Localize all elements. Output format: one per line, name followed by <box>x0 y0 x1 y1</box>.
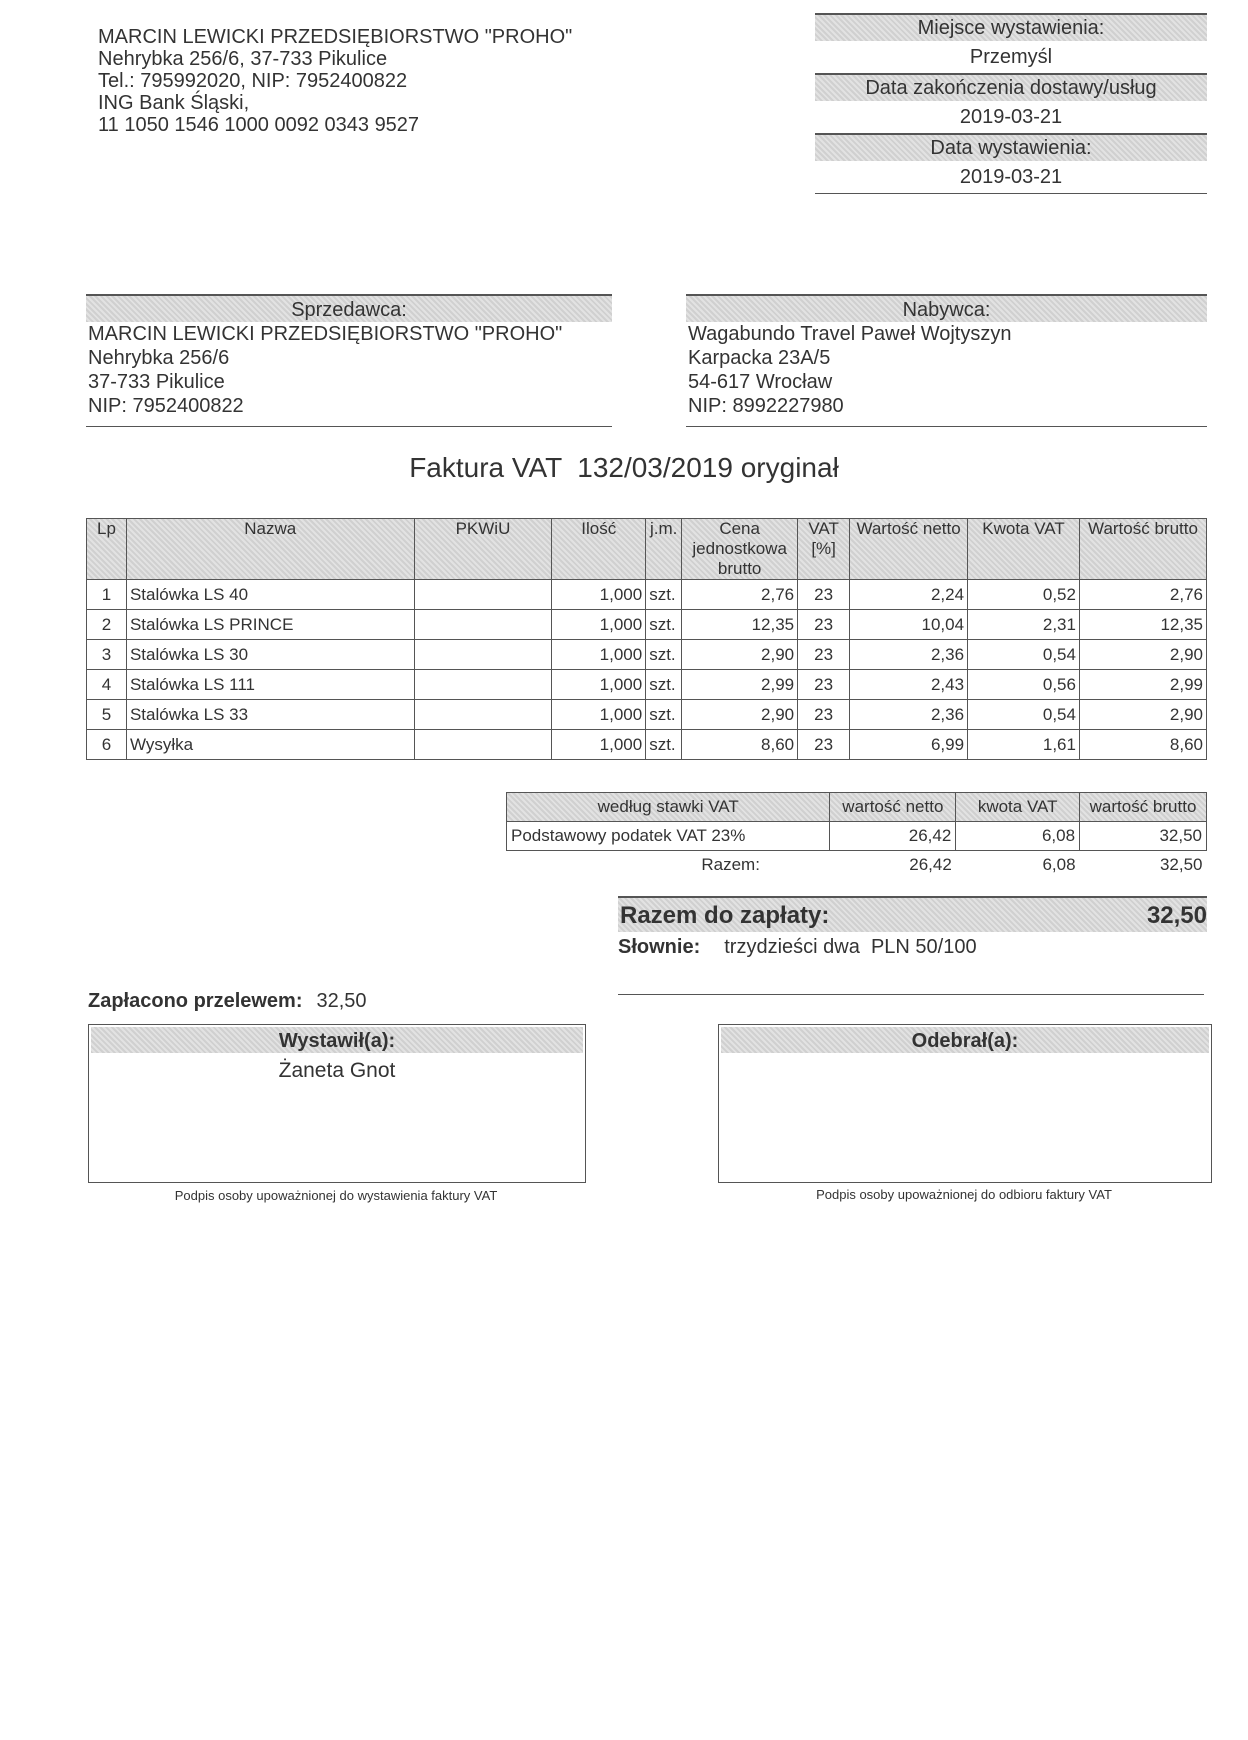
cell-lp: 3 <box>87 640 127 670</box>
cell-vat-rate: 23 <box>798 670 850 700</box>
cell-pkwiu <box>414 670 552 700</box>
cell-gross: 2,90 <box>1079 640 1206 670</box>
summary-rate: Podstawowy podatek VAT 23% <box>507 822 830 851</box>
issued-by-caption: Podpis osoby upoważnionej do wystawienia faktury VAT <box>174 1188 498 1203</box>
header-vat-line-1: VAT <box>808 519 839 538</box>
cell-net: 2,43 <box>850 670 968 700</box>
summary-header-vat: kwota VAT <box>956 793 1080 822</box>
cell-lp: 5 <box>87 700 127 730</box>
cell-pkwiu <box>414 610 552 640</box>
seller-block <box>86 294 612 427</box>
cell-net: 2,36 <box>850 640 968 670</box>
cell-name: Stalówka LS 40 <box>126 580 414 610</box>
header-qty: Ilość <box>552 519 646 580</box>
cell-qty: 1,000 <box>552 640 646 670</box>
cell-vat-rate: 23 <box>798 730 850 760</box>
amount-in-words <box>618 936 977 959</box>
cell-net: 6,99 <box>850 730 968 760</box>
cell-unit: szt. <box>646 670 682 700</box>
total-to-pay-amount: 32,50 <box>1146 902 1207 929</box>
cell-net: 2,24 <box>850 580 968 610</box>
issue-date-value: 2019-03-21 <box>815 161 1207 194</box>
summary-total-label: Razem: <box>701 855 760 874</box>
signature-line <box>618 994 1204 995</box>
cell-unit: szt. <box>646 640 682 670</box>
cell-unit: szt. <box>646 700 682 730</box>
header-lp: Lp <box>87 519 127 580</box>
buyer-city: 54-617 Wrocław <box>688 371 833 393</box>
summary-header-net: wartość netto <box>830 793 956 822</box>
header-vat-rate <box>798 519 850 580</box>
cell-gross: 12,35 <box>1079 610 1206 640</box>
seller-divider <box>86 418 612 427</box>
cell-net: 10,04 <box>850 610 968 640</box>
cell-gross: 8,60 <box>1079 730 1206 760</box>
buyer-divider <box>686 418 1207 427</box>
cell-price: 8,60 <box>682 730 798 760</box>
cell-name: Stalówka LS 111 <box>126 670 414 700</box>
header-price-line-3: brutto <box>717 559 762 578</box>
cell-vat-rate: 23 <box>798 700 850 730</box>
cell-vat-amount: 1,61 <box>968 730 1080 760</box>
cell-vat-amount: 0,56 <box>968 670 1080 700</box>
cell-unit: szt. <box>646 730 682 760</box>
cell-lp: 1 <box>87 580 127 610</box>
header-net: Wartość netto <box>850 519 968 580</box>
table-row <box>87 730 1207 760</box>
table-row <box>87 580 1207 610</box>
cell-pkwiu <box>414 580 552 610</box>
cell-qty: 1,000 <box>552 730 646 760</box>
received-by-label: Odebrał(a): <box>721 1027 1209 1053</box>
cell-price: 2,76 <box>682 580 798 610</box>
cell-name: Stalówka LS PRINCE <box>126 610 414 640</box>
buyer-name: Wagabundo Travel Paweł Wojtyszyn <box>688 323 1012 345</box>
issuer-contact: Tel.: 795992020, NIP: 7952400822 <box>98 70 408 92</box>
header-unit: j.m. <box>646 519 682 580</box>
buyer-label: Nabywca: <box>686 294 1207 322</box>
cell-net: 2,36 <box>850 700 968 730</box>
amount-in-words-value: trzydzieści dwa PLN 50/100 <box>724 936 977 958</box>
cell-price: 2,90 <box>682 700 798 730</box>
cell-name: Stalówka LS 33 <box>126 700 414 730</box>
issuer-name: MARCIN LEWICKI PRZEDSIĘBIORSTWO "PROHO" <box>98 26 573 48</box>
cell-vat-amount: 2,31 <box>968 610 1080 640</box>
issuer-block <box>98 26 572 136</box>
cell-lp: 4 <box>87 670 127 700</box>
cell-vat-amount: 0,54 <box>968 640 1080 670</box>
cell-qty: 1,000 <box>552 580 646 610</box>
summary-vat: 6,08 <box>956 822 1080 851</box>
cell-vat-rate: 23 <box>798 580 850 610</box>
summary-header-rate: według stawki VAT <box>507 793 830 822</box>
summary-net: 26,42 <box>830 822 956 851</box>
cell-lp: 2 <box>87 610 127 640</box>
header-unit-price <box>682 519 798 580</box>
cell-gross: 2,99 <box>1079 670 1206 700</box>
table-row <box>87 610 1207 640</box>
issue-date-label: Data wystawienia: <box>815 133 1207 161</box>
issued-by-name: Żaneta Gnot <box>278 1059 396 1082</box>
delivery-date-value: 2019-03-21 <box>959 106 1063 128</box>
table-row <box>87 640 1207 670</box>
cell-unit: szt. <box>646 610 682 640</box>
seller-label: Sprzedawca: <box>86 294 612 322</box>
summary-header-row <box>507 793 1207 822</box>
cell-vat-rate: 23 <box>798 640 850 670</box>
header-name: Nazwa <box>126 519 414 580</box>
table-row <box>87 700 1207 730</box>
received-by-box <box>718 1024 1212 1183</box>
buyer-street: Karpacka 23A/5 <box>688 347 831 369</box>
summary-row <box>507 822 1207 851</box>
cell-vat-amount: 0,54 <box>968 700 1080 730</box>
vat-summary-table <box>506 792 1207 879</box>
total-to-pay-label: Razem do zapłaty: <box>620 902 830 929</box>
seller-nip: NIP: 7952400822 <box>88 395 244 417</box>
items-table <box>86 518 1207 760</box>
issued-by-box <box>88 1024 586 1183</box>
header-pkwiu: PKWiU <box>414 519 552 580</box>
cell-price: 2,99 <box>682 670 798 700</box>
header-vat-amount: Kwota VAT <box>968 519 1080 580</box>
cell-lp: 6 <box>87 730 127 760</box>
issuer-bank: ING Bank Śląski, <box>98 92 250 114</box>
paid-label: Zapłacono przelewem: <box>88 990 303 1012</box>
total-to-pay <box>618 896 1207 932</box>
cell-pkwiu <box>414 700 552 730</box>
paid-by-transfer <box>88 990 367 1013</box>
cell-pkwiu <box>414 730 552 760</box>
cell-unit: szt. <box>646 580 682 610</box>
cell-price: 2,90 <box>682 640 798 670</box>
summary-total-net: 26,42 <box>909 855 952 874</box>
cell-name: Stalówka LS 30 <box>126 640 414 670</box>
cell-qty: 1,000 <box>552 670 646 700</box>
paid-value: 32,50 <box>316 990 367 1012</box>
summary-total-row <box>507 851 1207 880</box>
cell-price: 12,35 <box>682 610 798 640</box>
table-row <box>87 670 1207 700</box>
cell-pkwiu <box>414 640 552 670</box>
seller-city: 37-733 Pikulice <box>88 371 225 393</box>
invoice-title: Faktura VAT 132/03/2019 oryginał <box>409 452 839 483</box>
summary-total-vat: 6,08 <box>1042 855 1076 874</box>
buyer-block <box>686 294 1207 427</box>
received-by-caption: Podpis osoby upoważnionej do odbioru faktury VAT <box>816 1187 1112 1202</box>
place-label: Miejsce wystawienia: <box>815 13 1207 41</box>
cell-qty: 1,000 <box>552 700 646 730</box>
cell-name: Wysyłka <box>126 730 414 760</box>
amount-in-words-label: Słownie: <box>618 936 701 958</box>
header-vat-line-2: [%] <box>811 539 836 558</box>
summary-gross: 32,50 <box>1080 822 1207 851</box>
seller-street: Nehrybka 256/6 <box>88 347 230 369</box>
header-price-line-1: Cena <box>719 519 760 538</box>
header-gross: Wartość brutto <box>1079 519 1206 580</box>
header-price-line-2: jednostkowa <box>692 539 787 558</box>
cell-gross: 2,90 <box>1079 700 1206 730</box>
delivery-date-label: Data zakończenia dostawy/usług <box>815 73 1207 101</box>
seller-name: MARCIN LEWICKI PRZEDSIĘBIORSTWO "PROHO" <box>88 323 563 345</box>
buyer-nip: NIP: 8992227980 <box>688 395 844 417</box>
cell-vat-amount: 0,52 <box>968 580 1080 610</box>
meta-block <box>815 13 1207 194</box>
cell-vat-rate: 23 <box>798 610 850 640</box>
cell-gross: 2,76 <box>1079 580 1206 610</box>
issuer-address: Nehrybka 256/6, 37-733 Pikulice <box>98 48 388 70</box>
place-value: Przemyśl <box>969 46 1053 68</box>
summary-total-gross: 32,50 <box>1159 855 1203 874</box>
summary-header-gross: wartość brutto <box>1080 793 1207 822</box>
cell-qty: 1,000 <box>552 610 646 640</box>
issuer-account: 11 1050 1546 1000 0092 0343 9527 <box>98 114 420 136</box>
items-header-row <box>87 519 1207 580</box>
issued-by-label: Wystawił(a): <box>91 1027 583 1053</box>
